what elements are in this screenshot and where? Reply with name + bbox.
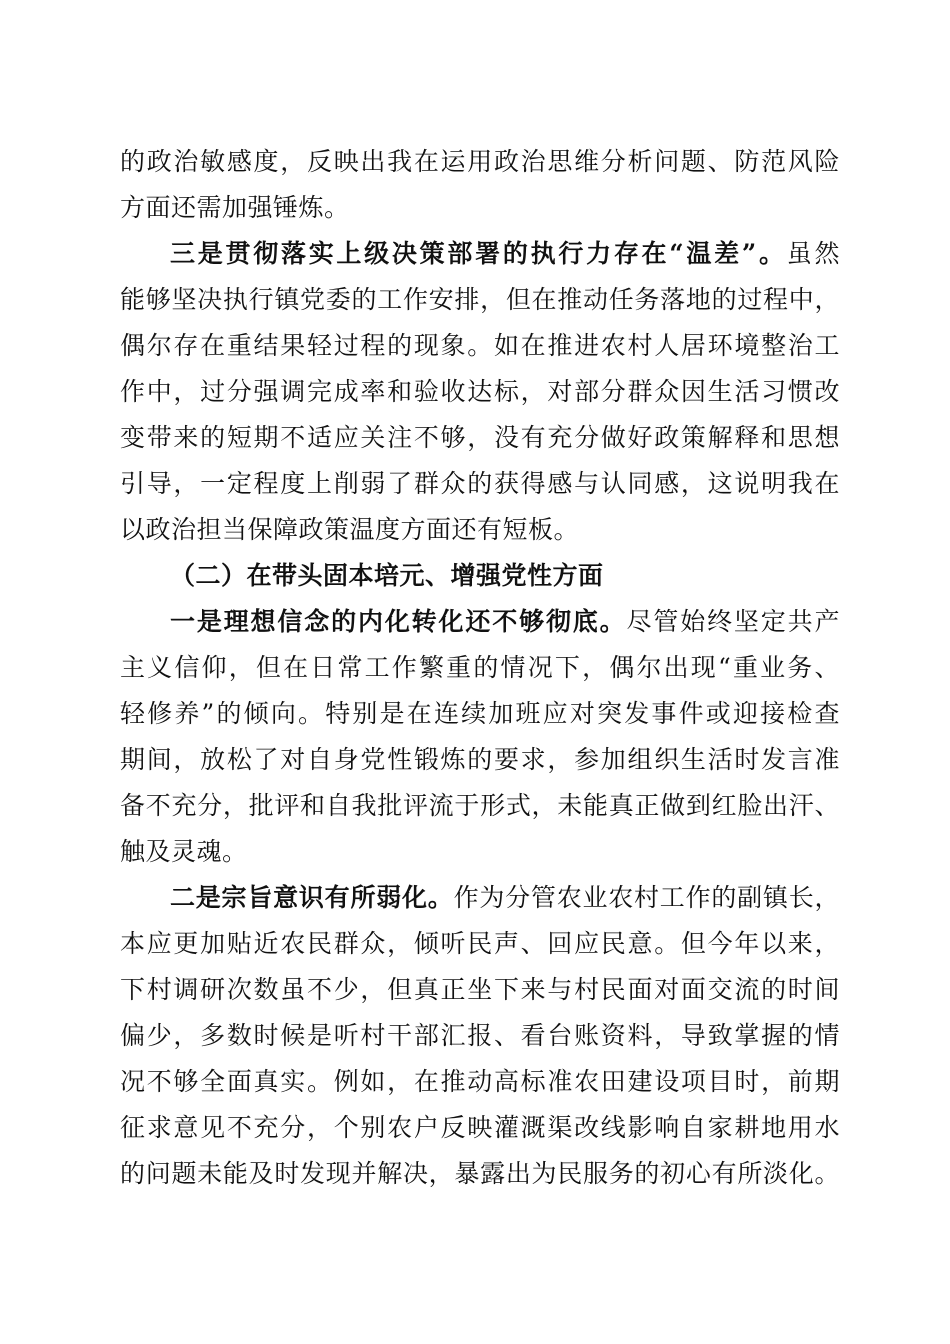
text-line: 况不够全面真实。例如，在推动高标准农田建设项目时，前期 <box>120 1067 840 1096</box>
text-line: 的政治敏感度，反映出我在运用政治思维分析问题、防范风险 <box>120 147 840 176</box>
text-line: 偏少，多数时候是听村干部汇报、看台账资料，导致掌握的情 <box>120 1021 840 1050</box>
text-fragment: 虽然 <box>786 239 840 268</box>
text-line: 本应更加贴近农民群众，倾听民声、回应民意。但今年以来， <box>120 929 840 958</box>
text-fragment: 作为分管农业农村工作的副镇长， <box>453 883 840 912</box>
text-line: 触及灵魂。 <box>120 837 248 866</box>
text-line: 轻修养”的倾向。特别是在连续加班应对突发事件或迎接检查 <box>120 699 840 728</box>
text-line: 作中，过分强调完成率和验收达标，对部分群众因生活习惯改 <box>120 377 840 406</box>
section-heading: （二）在带头固本培元、增强党性方面 <box>170 561 604 590</box>
text-line: 征求意见不充分，个别农户反映灌溉渠改线影响自家耕地用水 <box>120 1113 840 1142</box>
text-line: 引导，一定程度上削弱了群众的获得感与认同感，这说明我在 <box>120 469 840 498</box>
text-line: 下村调研次数虽不少，但真正坐下来与村民面对面交流的时间 <box>120 975 840 1004</box>
text-line: 期间，放松了对自身党性锻炼的要求，参加组织生活时发言准 <box>120 745 840 774</box>
text-line: 以政治担当保障政策温度方面还有短板。 <box>120 515 580 544</box>
paragraph-lead-line <box>170 602 840 642</box>
paragraph-lead-line <box>170 878 840 918</box>
text-line: 的问题未能及时发现并解决，暴露出为民服务的初心有所淡化。 <box>120 1159 840 1188</box>
text-fragment: 尽管始终坚定共产 <box>626 607 840 636</box>
text-line: 偶尔存在重结果轻过程的现象。如在推进农村人居环境整治工 <box>120 331 840 360</box>
item-heading-two: 二是宗旨意识有所弱化。 <box>170 883 454 912</box>
text-line: 变带来的短期不适应关注不够，没有充分做好政策解释和思想 <box>120 423 840 452</box>
item-heading-three: 三是贯彻落实上级决策部署的执行力存在“温差”。 <box>170 239 787 268</box>
text-line: 备不充分，批评和自我批评流于形式，未能真正做到红脸出汗、 <box>120 791 840 820</box>
text-line: 主义信仰，但在日常工作繁重的情况下，偶尔出现“重业务、 <box>120 653 840 682</box>
item-heading-one: 一是理想信念的内化转化还不够彻底。 <box>170 607 627 636</box>
paragraph-lead-line <box>170 234 840 274</box>
text-line: 能够坚决执行镇党委的工作安排，但在推动任务落地的过程中， <box>120 285 840 314</box>
text-line: 方面还需加强锤炼。 <box>120 193 350 222</box>
